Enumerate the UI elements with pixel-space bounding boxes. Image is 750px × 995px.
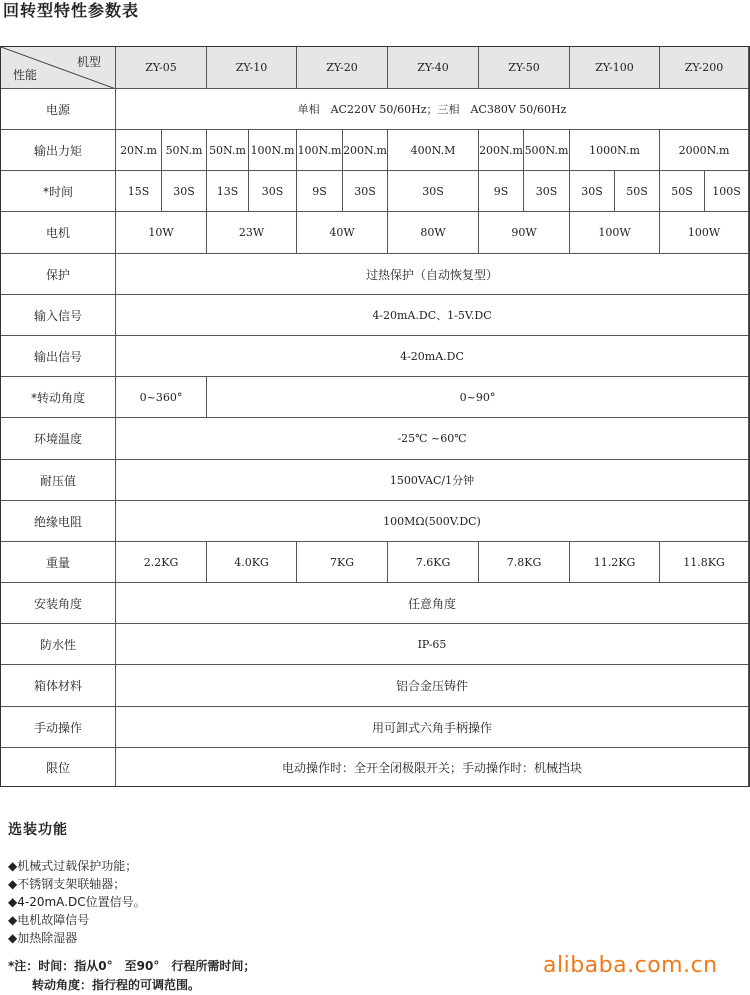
mount-angle-value: 任意角度 [116, 583, 749, 624]
weight-cell: 7KG [297, 542, 388, 583]
weight-cell: 7.6KG [388, 542, 479, 583]
option-item: ◆4-20mA.DC位置信号。 [8, 895, 146, 909]
row-label-rotation-angle: *转动角度 [1, 377, 116, 418]
weight-cell: 4.0KG [207, 542, 297, 583]
row-label-time: *时间 [1, 171, 116, 212]
model-header: ZY-20 [297, 47, 388, 89]
housing-material-value: 铝合金压铸件 [116, 665, 749, 707]
row-label-torque: 输出力矩 [1, 130, 116, 171]
motor-cell: 10W [116, 212, 207, 254]
time-cell: 30S [388, 171, 479, 212]
limit-value: 电动操作时：全开全闭极限开关；手动操作时：机械挡块 [116, 748, 749, 786]
spec-table [0, 46, 750, 787]
power-value: 单相 AC220V 50/60Hz；三相 AC380V 50/60Hz [116, 89, 749, 130]
time-cell: 30S [249, 171, 297, 212]
row-label-limit: 限位 [1, 748, 116, 786]
page-title: 回转型特性参数表 [3, 1, 140, 20]
model-header: ZY-40 [388, 47, 479, 89]
row-label-weight: 重量 [1, 542, 116, 583]
weight-cell: 11.8KG [660, 542, 749, 583]
option-item: ◆不锈钢支架联轴器； [8, 877, 126, 891]
motor-cell: 23W [207, 212, 297, 254]
time-cell: 30S [524, 171, 570, 212]
weight-cell: 2.2KG [116, 542, 207, 583]
row-label-output-signal: 输出信号 [1, 336, 116, 377]
rotation-angle-cell: 0~360° [116, 377, 207, 418]
torque-cell: 2000N.m [660, 130, 749, 171]
time-cell: 15S [116, 171, 162, 212]
row-label-housing-material: 箱体材料 [1, 665, 116, 707]
row-label-motor: 电机 [1, 212, 116, 254]
time-cell: 50S [615, 171, 660, 212]
waterproof-value: IP-65 [116, 624, 749, 665]
time-cell: 50S [660, 171, 705, 212]
row-label-ambient-temp: 环境温度 [1, 418, 116, 460]
torque-cell: 200N.m [343, 130, 388, 171]
input-signal-value: 4-20mA.DC、1-5V.DC [116, 295, 749, 336]
motor-cell: 80W [388, 212, 479, 254]
time-cell: 9S [297, 171, 343, 212]
row-label-mount-angle: 安装角度 [1, 583, 116, 624]
option-item: ◆机械式过载保护功能； [8, 859, 138, 873]
model-header: ZY-100 [570, 47, 660, 89]
torque-cell: 1000N.m [570, 130, 660, 171]
output-signal-value: 4-20mA.DC [116, 336, 749, 377]
motor-cell: 90W [479, 212, 570, 254]
torque-cell: 20N.m [116, 130, 162, 171]
model-header: ZY-05 [116, 47, 207, 89]
footnotes [8, 957, 255, 995]
row-label-power: 电源 [1, 89, 116, 130]
option-item: ◆加热除湿器 [8, 931, 78, 945]
motor-cell: 100W [570, 212, 660, 254]
protection-value: 过热保护（自动恢复型） [116, 254, 749, 295]
options-title: 选装功能 [8, 822, 68, 838]
corner-model-label: 机型 [76, 55, 101, 69]
row-label-protection: 保护 [1, 254, 116, 295]
torque-cell: 50N.m [162, 130, 207, 171]
row-label-manual-operation: 手动操作 [1, 707, 116, 748]
ambient-temp-value: -25℃ ~60℃ [116, 418, 749, 460]
withstand-voltage-value: 1500VAC/1分钟 [116, 460, 749, 501]
motor-cell: 100W [660, 212, 749, 254]
model-header: ZY-10 [207, 47, 297, 89]
row-label-input-signal: 输入信号 [1, 295, 116, 336]
time-cell: 9S [479, 171, 524, 212]
option-item: ◆电机故障信号 [8, 913, 90, 927]
torque-cell: 400N.M [388, 130, 479, 171]
footnote-time: *注：时间：指从0° 至90° 行程所需时间； [8, 959, 256, 973]
corner-header-cell [1, 47, 116, 89]
row-label-waterproof: 防水性 [1, 624, 116, 665]
time-cell: 30S [162, 171, 207, 212]
time-cell: 30S [570, 171, 615, 212]
manual-operation-value: 用可卸式六角手柄操作 [116, 707, 749, 748]
weight-cell: 7.8KG [479, 542, 570, 583]
time-cell: 100S [705, 171, 749, 212]
model-header: ZY-50 [479, 47, 570, 89]
row-label-insulation: 绝缘电阻 [1, 501, 116, 542]
torque-cell: 500N.m [524, 130, 570, 171]
weight-cell: 11.2KG [570, 542, 660, 583]
time-cell: 13S [207, 171, 249, 212]
torque-cell: 200N.m [479, 130, 524, 171]
torque-cell: 50N.m [207, 130, 249, 171]
time-cell: 30S [343, 171, 388, 212]
insulation-value: 100MΩ(500V.DC) [116, 501, 749, 542]
torque-cell: 100N.m [249, 130, 297, 171]
row-label-withstand-voltage: 耐压值 [1, 460, 116, 501]
alibaba-watermark: alibaba.com.cn [543, 953, 718, 978]
torque-cell: 100N.m [297, 130, 343, 171]
model-header: ZY-200 [660, 47, 749, 89]
rotation-angle-cell: 0~90° [207, 377, 749, 418]
corner-feature-label: 性能 [13, 68, 38, 82]
footnote-angle: 转动角度：指行程的可调范围。 [8, 978, 201, 992]
motor-cell: 40W [297, 212, 388, 254]
